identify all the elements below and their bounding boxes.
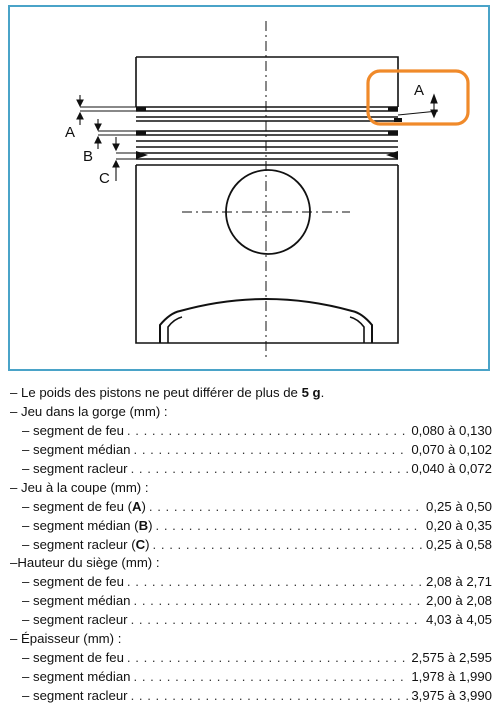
label-b-left: B (83, 148, 94, 165)
spec-row: – segment médian . . . 0,070 à 0,102 (10, 441, 494, 460)
spec-row: – segment de feu . . . 0,080 à 0,130 (10, 422, 494, 441)
section-heading: – Jeu à la coupe (mm) : (10, 479, 149, 495)
spec-row: – segment de feu . . . 2,575 à 2,595 (10, 649, 494, 668)
spec-row: – segment racleur . . . 3,975 à 3,990 (10, 687, 494, 706)
section-heading: – Épaisseur (mm) : (10, 631, 122, 647)
spec-row: – segment médian (B) . . . 0,20 à 0,35 (10, 517, 494, 536)
section-heading: –Hauteur du siège (mm) : (10, 555, 160, 571)
piston-crown-outline (136, 57, 398, 107)
spec-row: – segment de feu (A) . . . 0,25 à 0,50 (10, 498, 494, 517)
intro-suffix: . (320, 385, 325, 400)
label-a-callout: A (414, 82, 425, 99)
piston-specifications (10, 384, 494, 706)
spec-row: – segment médian . . . 2,00 à 2,08 (10, 592, 494, 611)
spec-row: – segment de feu . . . 2,08 à 2,71 (10, 573, 494, 592)
spec-row: – segment racleur (C) . . . 0,25 à 0,58 (10, 536, 494, 555)
label-a-left: A (65, 124, 76, 141)
spec-row: – segment racleur . . . 0,040 à 0,072 (10, 460, 494, 479)
intro-line (10, 384, 494, 403)
label-c-left: C (99, 170, 110, 187)
intro-prefix: – Le poids des pistons ne peut différer de plus de (10, 385, 302, 400)
piston-diagram (10, 7, 488, 369)
spec-row: – segment racleur . . . 4,03 à 4,05 (10, 611, 494, 630)
intro-value: 5 g (301, 385, 321, 400)
section-heading: – Jeu dans la gorge (mm) : (10, 403, 168, 419)
spec-row: – segment médian . . . 1,978 à 1,990 (10, 668, 494, 687)
piston-diagram-frame (8, 5, 490, 371)
